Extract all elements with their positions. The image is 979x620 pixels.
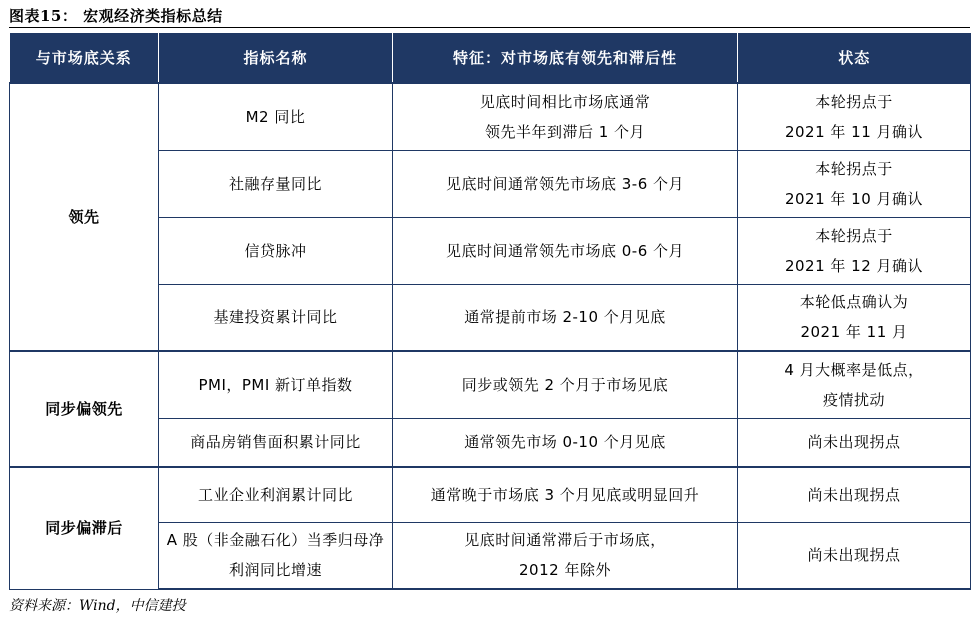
status-line: 尚未出现拐点 <box>807 433 901 452</box>
status-line: 本轮拐点于 <box>815 226 893 245</box>
feature-cell <box>393 217 738 284</box>
status-cell <box>738 150 971 217</box>
status-line: 2021 年 10 月确认 <box>784 189 924 208</box>
feature-cell <box>393 83 738 150</box>
status-line: 本轮拐点于 <box>815 92 893 111</box>
feature-line: 领先半年到滞后 1 个月 <box>484 122 646 141</box>
indicator-name: A 股（非金融石化）当季归母净利润同比增速 <box>159 522 393 589</box>
feature-line: 通常领先市场 0-10 个月见底 <box>464 433 666 452</box>
feature-line: 同步或领先 2 个月于市场见底 <box>461 375 669 394</box>
table-row <box>10 467 971 522</box>
feature-cell <box>393 284 738 351</box>
table-header-row <box>10 33 971 83</box>
group-label-sync-lagging: 同步偏滞后 <box>10 467 159 589</box>
feature-line: 见底时间通常滞后于市场底， <box>464 531 666 550</box>
figure-title: 图表15： 宏观经济类指标总结 <box>9 7 223 25</box>
feature-line: 通常提前市场 2-10 个月见底 <box>464 308 666 327</box>
status-line: 尚未出现拐点 <box>807 546 901 565</box>
status-cell <box>738 284 971 351</box>
header-indicator: 指标名称 <box>159 33 393 83</box>
status-cell <box>738 217 971 284</box>
table-row <box>10 83 971 150</box>
header-feature: 特征：对市场底有领先和滞后性 <box>393 33 738 83</box>
feature-cell <box>393 418 738 467</box>
indicator-name: 信贷脉冲 <box>159 217 393 284</box>
table-row <box>10 351 971 418</box>
feature-line: 见底时间通常领先市场底 0-6 个月 <box>445 241 685 260</box>
group-label-sync-leading: 同步偏领先 <box>10 351 159 467</box>
feature-line: 2012 年除外 <box>519 561 611 580</box>
status-line: 2021 年 11 月确认 <box>784 122 924 141</box>
feature-cell <box>393 351 738 418</box>
status-cell <box>738 351 971 418</box>
status-line: 4 月大概率是低点， <box>784 360 924 379</box>
status-line: 2021 年 11 月 <box>800 323 908 342</box>
status-cell <box>738 522 971 589</box>
group-label-leading: 领先 <box>10 83 159 351</box>
status-line: 尚未出现拐点 <box>807 485 901 504</box>
feature-cell <box>393 150 738 217</box>
indicator-name: 商品房销售面积累计同比 <box>159 418 393 467</box>
status-line: 疫情扰动 <box>822 390 885 409</box>
indicator-name: 工业企业利润累计同比 <box>159 467 393 522</box>
source-note: 资料来源：Wind，中信建投 <box>9 598 186 614</box>
feature-cell <box>393 522 738 589</box>
status-line: 本轮拐点于 <box>815 159 893 178</box>
feature-line: 通常晚于市场底 3 个月见底或明显回升 <box>430 485 700 504</box>
indicator-summary-table <box>9 33 971 590</box>
header-relation: 与市场底关系 <box>10 33 159 83</box>
status-line: 本轮低点确认为 <box>799 293 909 312</box>
status-cell <box>738 418 971 467</box>
status-cell <box>738 467 971 522</box>
feature-line: 见底时间通常领先市场底 3-6 个月 <box>445 174 685 193</box>
indicator-name: 社融存量同比 <box>159 150 393 217</box>
indicator-name: 基建投资累计同比 <box>159 284 393 351</box>
feature-cell <box>393 467 738 522</box>
status-cell <box>738 83 971 150</box>
status-line: 2021 年 12 月确认 <box>784 256 924 275</box>
indicator-name: M2 同比 <box>159 83 393 150</box>
indicator-name: PMI，PMI 新订单指数 <box>159 351 393 418</box>
header-status: 状态 <box>738 33 971 83</box>
feature-line: 见底时间相比市场底通常 <box>479 92 651 111</box>
title-divider <box>9 27 970 28</box>
